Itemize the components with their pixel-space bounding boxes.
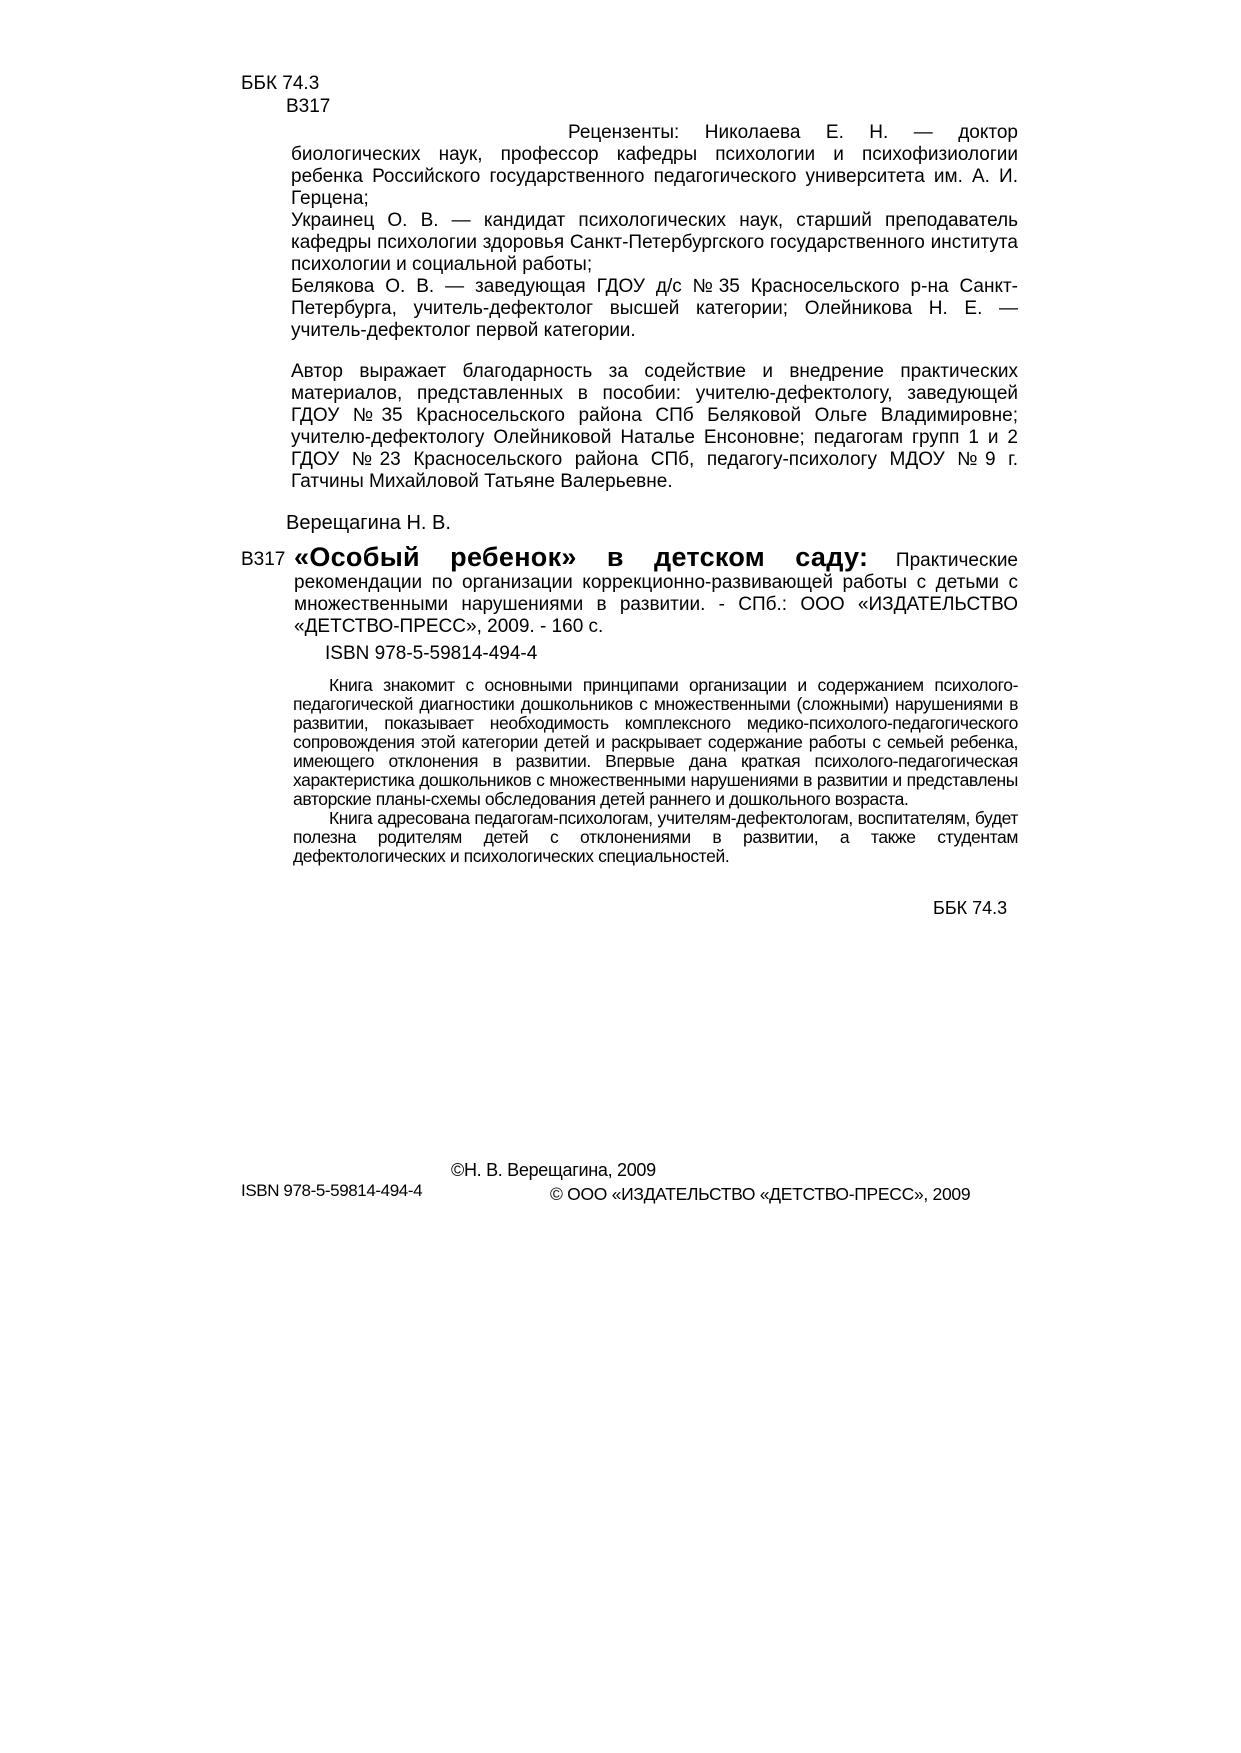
acknowledgment-block bbox=[291, 361, 1018, 493]
annotation-block bbox=[293, 676, 1018, 866]
header-code: В317 bbox=[286, 96, 331, 117]
annotation-paragraph-2: Книга адресована педагогам-психологам, учителям-дефектологам, воспитателям, будет полезна родителям детей с отклонениями в развитии, а также студентам дефектологических и психологических специальностей. bbox=[293, 808, 1018, 866]
copyright-author: ©Н. В. Верещагина, 2009 bbox=[451, 1160, 656, 1180]
bib-code: В317 bbox=[241, 549, 286, 570]
annotation-bbk: ББК 74.3 bbox=[933, 898, 1008, 918]
header-bbk: ББК 74.3 bbox=[241, 73, 320, 94]
book-description: Практические рекомендации по организации коррекционно-развивающей работы с детьми с множественными нарушениями в развитии. - СПб.: ООО «ИЗДАТЕЛЬСТВО «ДЕТСТВО-ПРЕСС», 2009. - 160 с. bbox=[294, 550, 1018, 637]
reviewer-1: Рецензенты: Николаева Е. Н. — доктор биологических наук, профессор кафедры психологии и психофизиологии ребенка Российского государственного педагогического университета им. А. И. Герцена; bbox=[291, 122, 1018, 209]
bib-isbn: ISBN 978-5-59814-494-4 bbox=[325, 643, 538, 664]
bib-entry bbox=[294, 542, 1018, 638]
bib-author: Верещагина Н. В. bbox=[286, 512, 451, 534]
reviewer-3: Белякова О. В. — заведующая ГДОУ д/с №35 Красносельского р-на Санкт-Петербурга, учитель-дефектолог высшей категории; Олейникова Н. Е. — учитель-дефектолог первой категории. bbox=[291, 276, 1018, 341]
acknowledgment-text: Автор выражает благодарность за содействие и внедрение практических материалов, представленных в пособии: учителю-дефектологу, заведующей ГДОУ №35 Красносельского района СПб Беляковой Ольге Владимировне; учителю-дефектологу Олейниковой Наталье Енсоновне; педагогам групп 1 и 2 ГДОУ №23 Красносельского района СПб, педагогу-психологу МДОУ №9 г. Гатчины Михайловой Татьяне Валерьевне. bbox=[291, 361, 1018, 492]
book-title: «Особый ребенок» в детском саду: bbox=[294, 542, 869, 572]
footer-isbn: ISBN 978-5-59814-494-4 bbox=[241, 1181, 423, 1200]
copyright-publisher: © ООО «ИЗДАТЕЛЬСТВО «ДЕТСТВО-ПРЕСС», 2009 bbox=[550, 1184, 971, 1204]
annotation-paragraph-1: Книга знакомит с основными принципами организации и содержанием психолого-педагогической диагностики дошкольников с множественными (сложными) нарушениями в развитии, показывает необходимость комплексного медико-психолого-педагогического сопровождения этой категории детей и раскрывает содержание работы с семьей ребенка, имеющего отклонения в развитии. Впервые дана краткая психолого-педагогическая характеристика дошкольников с множественными нарушениями в развитии и представлены авторские планы-схемы обследования детей раннего и дошкольного возраста. bbox=[293, 675, 1018, 809]
reviewer-2: Украинец О. В. — кандидат психологических наук, старший преподаватель кафедры психологии здоровья Санкт-Петербургского государственного института психологии и социальной работы; bbox=[291, 210, 1018, 275]
reviewers-block bbox=[291, 122, 1018, 342]
